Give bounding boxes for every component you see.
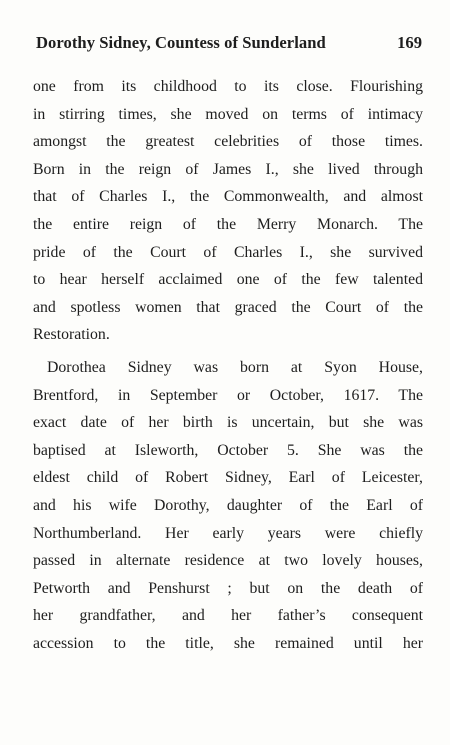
text-line: pride of the Court of Charles I., she survived [33, 243, 423, 261]
text-line: her grandfather, and her father’s consequent [33, 607, 423, 625]
text-line: Restoration. [33, 326, 110, 344]
running-head [36, 33, 422, 59]
text-line: that of Charles I., the Commonwealth, and almost [33, 188, 423, 206]
text-line: Dorothea Sidney was born at Syon House, [47, 358, 423, 376]
text-line: Brentford, in September or October, 1617. The [33, 386, 423, 404]
text-line: the entire reign of the Merry Monarch. The [33, 215, 423, 233]
text-line: in stirring times, she moved on terms of intimacy [33, 105, 423, 123]
text-line: one from its childhood to its close. Flourishing [33, 78, 423, 95]
text-line: passed in alternate residence at two lovely houses, [33, 552, 423, 570]
text-line: and spotless women that graced the Court of the [33, 298, 423, 316]
paragraph-2 [33, 354, 423, 658]
text-line: Petworth and Penshurst ; but on the death of [33, 579, 423, 597]
text-line: accession to the title, she remained until her [33, 634, 423, 652]
page-number: 169 [397, 33, 422, 52]
text-line: exact date of her birth is uncertain, but she was [33, 414, 423, 432]
text-line: baptised at Isleworth, October 5. She was the [33, 441, 423, 459]
text-line: amongst the greatest celebrities of those times. [33, 133, 423, 151]
paragraph-1 [33, 73, 423, 349]
text-line: Northumberland. Her early years were chiefly [33, 524, 423, 542]
running-title: Dorothy Sidney, Countess of Sunderland [36, 33, 326, 52]
body-text [33, 73, 423, 657]
text-line: to hear herself acclaimed one of the few talented [33, 271, 423, 289]
text-line: Born in the reign of James I., she lived through [33, 160, 423, 178]
text-line: and his wife Dorothy, daughter of the Earl of [33, 496, 423, 514]
text-line: eldest child of Robert Sidney, Earl of Leicester, [33, 469, 423, 487]
